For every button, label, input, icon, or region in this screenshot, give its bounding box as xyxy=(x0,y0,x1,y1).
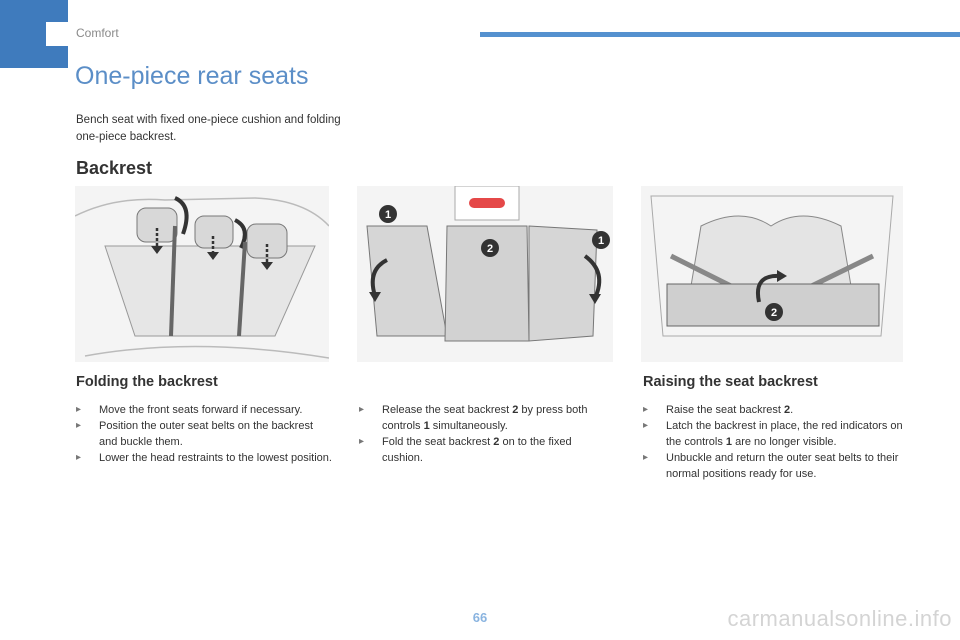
callout-2-raise: 2 xyxy=(770,307,778,319)
raise-backrest-drawing xyxy=(641,186,903,362)
raising-step: ▸ Raise the seat backrest 2. xyxy=(643,402,905,418)
backrest-heading: Backrest xyxy=(76,158,153,178)
section-label: Comfort xyxy=(76,26,119,40)
folding-steps-right xyxy=(359,402,615,466)
folding-step: ▸ Lower the head restraints to the lowest position. xyxy=(76,450,332,466)
folding-step: ▸ Position the outer seat belts on the backrest and buckle them. xyxy=(76,418,332,450)
illustration-release-fold xyxy=(357,186,613,362)
header-rule xyxy=(480,32,960,37)
folding-step: ▸ Fold the seat backrest 2 on to the fixed cushion. xyxy=(359,434,615,466)
lower-headrests-drawing xyxy=(75,186,329,362)
illustration-raise-backrest xyxy=(641,186,903,362)
release-fold-drawing xyxy=(357,186,613,362)
folding-step: ▸ Move the front seats forward if necessary. xyxy=(76,402,332,418)
callout-1-left: 1 xyxy=(384,209,392,221)
folding-steps-left xyxy=(76,402,332,466)
raising-heading: Raising the seat backrest xyxy=(643,374,818,390)
callout-1-right: 1 xyxy=(597,235,605,247)
intro-text: Bench seat with fixed one-piece cushion and folding one-piece backrest. xyxy=(76,114,341,143)
raising-step: ▸ Latch the backrest in place, the red indicators on the controls 1 are no longer visible. xyxy=(643,418,905,450)
page-number: 66 xyxy=(472,610,488,625)
callout-2: 2 xyxy=(486,243,494,255)
chapter-tab xyxy=(0,0,68,68)
page-title: One-piece rear seats xyxy=(75,62,309,90)
folding-heading: Folding the backrest xyxy=(76,374,218,390)
watermark: carmanualsonline.info xyxy=(727,606,952,631)
illustration-lower-headrests xyxy=(75,186,329,362)
raising-steps xyxy=(643,402,905,482)
raising-step: ▸ Unbuckle and return the outer seat belts to their normal positions ready for use. xyxy=(643,450,905,482)
folding-step: ▸ Release the seat backrest 2 by press both controls 1 simultaneously. xyxy=(359,402,615,434)
